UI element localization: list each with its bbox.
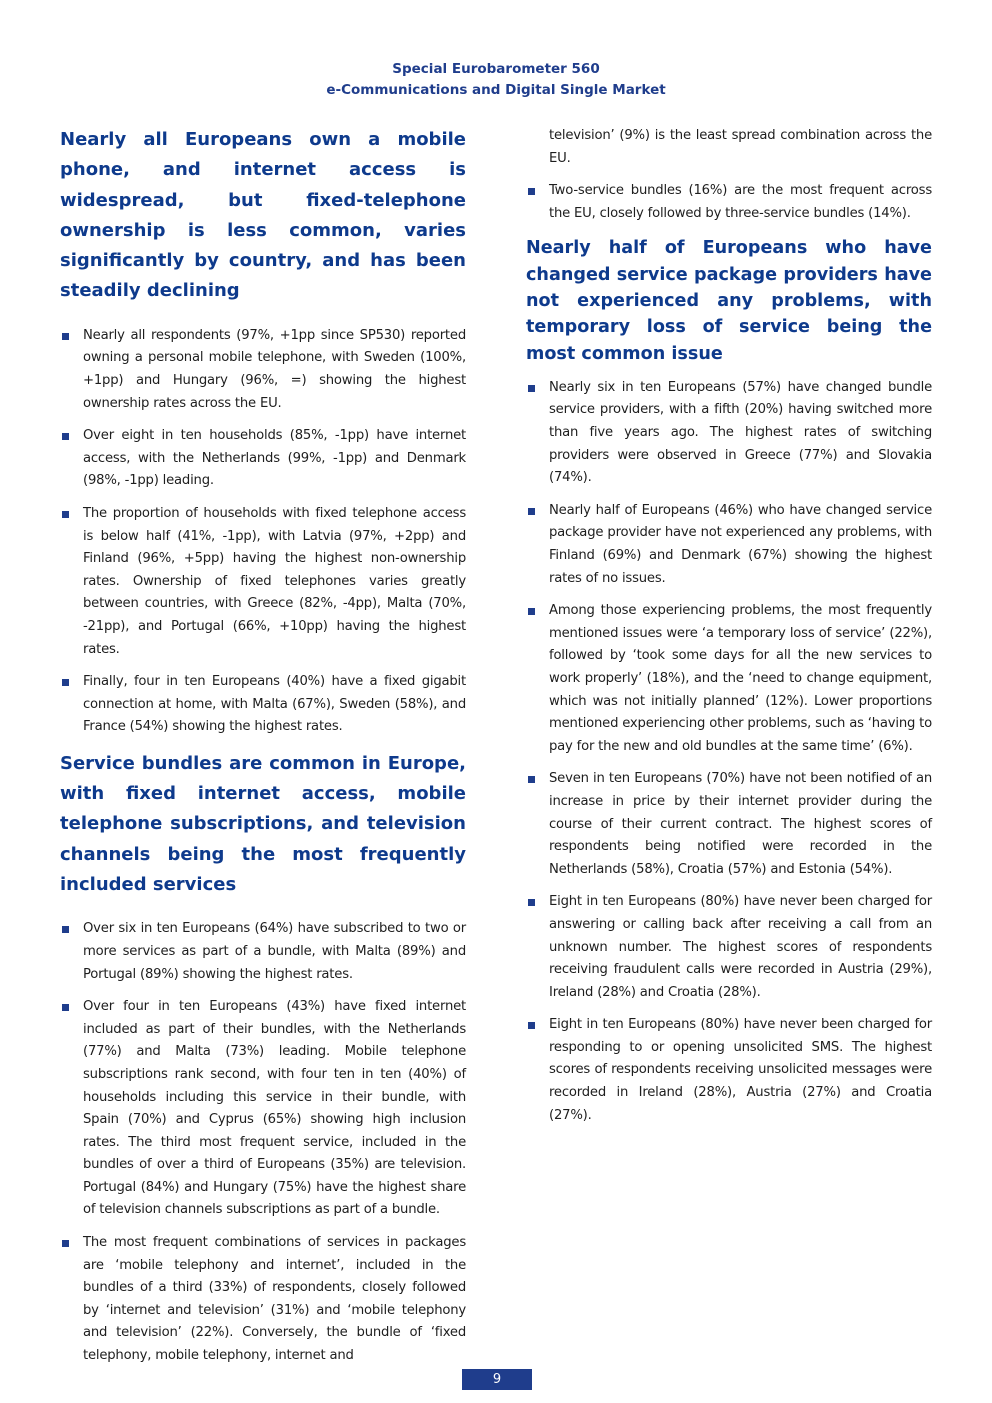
page-number: 9 — [462, 1369, 532, 1390]
report-title: Special Eurobarometer 560 — [392, 61, 600, 77]
list-item: Eight in ten Europeans (80%) have never been charged for responding to or opening unsolicited SMS. The highest scores of respondents receiving unsolicited messages were recorded in Ireland (28%), Austria (27%) and Croatia (27%). — [526, 1014, 932, 1127]
list-item: Over four in ten Europeans (43%) have fixed internet included as part of their bundles, with the Netherlands (77%) and Malta (73%) leading. Mobile telephone subscriptions rank second, with four ten in ten (40%) of households including this service in their bundle, with Spain (70%) and Cyprus (65%) showing high inclusion rates. The third most frequent service, included in the bundles of over a third of Europeans (35%) are television. Portugal (84%) and Hungary (75%) have the highest share of television channels subscriptions as part of a bundle. — [60, 996, 466, 1222]
ownership-bullet-list — [60, 325, 466, 739]
list-item: Finally, four in ten Europeans (40%) have a fixed gigabit connection at home, with Malta (67%), Sweden (58%), and France (54%) showing the highest rates. — [60, 671, 466, 739]
square-bullet-icon — [62, 926, 69, 933]
list-item: Over six in ten Europeans (64%) have subscribed to two or more services as part of a bundle, with Malta (89%) and Portugal (89%) showing the highest rates. — [60, 918, 466, 986]
square-bullet-icon — [528, 188, 535, 195]
switching-bullet-list — [526, 377, 932, 1127]
square-bullet-icon — [528, 1022, 535, 1029]
square-bullet-icon — [528, 508, 535, 515]
list-item: Among those experiencing problems, the most frequently mentioned issues were ‘a temporary loss of service’ (22%), followed by ‘took some days for all the new services to work properly’ (18%), and the ‘need to change equipment, which was not initially planned’ (12%). Lower proportions mentioned experiencing other problems, such as ‘having to pay for the new and old bundles at the same time’ (6%). — [526, 600, 932, 758]
left-column — [60, 125, 466, 1378]
list-item: Nearly half of Europeans (46%) who have changed service package provider have not experienced any problems, with Finland (69%) and Denmark (67%) showing the highest rates of no issues. — [526, 500, 932, 590]
square-bullet-icon — [528, 608, 535, 615]
right-column — [526, 125, 932, 1137]
page-header — [0, 59, 992, 101]
report-subtitle: e-Communications and Digital Single Market — [326, 82, 666, 98]
square-bullet-icon — [62, 333, 69, 340]
list-item-continuation: television’ (9%) is the least spread combination across the EU. — [549, 128, 932, 166]
square-bullet-icon — [528, 385, 535, 392]
square-bullet-icon — [62, 1240, 69, 1247]
square-bullet-icon — [62, 679, 69, 686]
bundles-bullet-list — [60, 918, 466, 1367]
square-bullet-icon — [62, 433, 69, 440]
square-bullet-icon — [62, 511, 69, 518]
section-heading-ownership: Nearly all Europeans own a mobile phone, and internet access is widespread, but fixed-telephone ownership is less common, varies significantly by country, and has been steadily declining — [60, 129, 466, 302]
list-item: Nearly all respondents (97%, +1pp since SP530) reported owning a personal mobile telephone, with Sweden (100%, +1pp) and Hungary (96%, =) showing the highest ownership rates across the EU. — [60, 325, 466, 415]
square-bullet-icon — [62, 1004, 69, 1011]
bundles-bullet-list-continued — [526, 125, 932, 225]
list-item: Two-service bundles (16%) are the most frequent across the EU, closely followed by three-service bundles (14%). — [526, 180, 932, 225]
list-item: Seven in ten Europeans (70%) have not been notified of an increase in price by their internet provider during the course of their current contract. The highest scores of respondents being notified were recorded in the Netherlands (58%), Croatia (57%) and Estonia (54%). — [526, 768, 932, 881]
section-heading-bundles: Service bundles are common in Europe, with fixed internet access, mobile telephone subscriptions, and television channels being the most frequently included services — [60, 752, 466, 896]
list-item: Over eight in ten households (85%, -1pp) have internet access, with the Netherlands (99%, -1pp) and Denmark (98%, -1pp) leading. — [60, 425, 466, 493]
square-bullet-icon — [528, 899, 535, 906]
list-item: Eight in ten Europeans (80%) have never been charged for answering or calling back after receiving a call from an unknown number. The highest scores of respondents receiving fraudulent calls were recorded in Austria (29%), Ireland (28%) and Croatia (28%). — [526, 891, 932, 1004]
section-heading-switching: Nearly half of Europeans who have changed service package providers have not experienced any problems, with temporary loss of service being the most common issue — [526, 238, 932, 364]
list-item: Nearly six in ten Europeans (57%) have changed bundle service providers, with a fifth (20%) having switched more than five years ago. The highest rates of switching providers were observed in Greece (77%) and Slovakia (74%). — [526, 377, 932, 490]
square-bullet-icon — [528, 776, 535, 783]
list-item: The most frequent combinations of services in packages are ‘mobile telephony and internet’, included in the bundles of a third (33%) of respondents, closely followed by ‘internet and television’ (31%) and ‘mobile telephony and television’ (22%). Conversely, the bundle of ‘fixed telephony, mobile telephony, internet and — [60, 1232, 466, 1368]
list-item: The proportion of households with fixed telephone access is below half (41%, -1pp), with Latvia (97%, +2pp) and Finland (96%, +5pp) having the highest non-ownership rates. Ownership of fixed telephones varies greatly between countries, with Greece (82%, -4pp), Malta (70%, -21pp), and Portugal (66%, +10pp) having the highest rates. — [60, 503, 466, 661]
